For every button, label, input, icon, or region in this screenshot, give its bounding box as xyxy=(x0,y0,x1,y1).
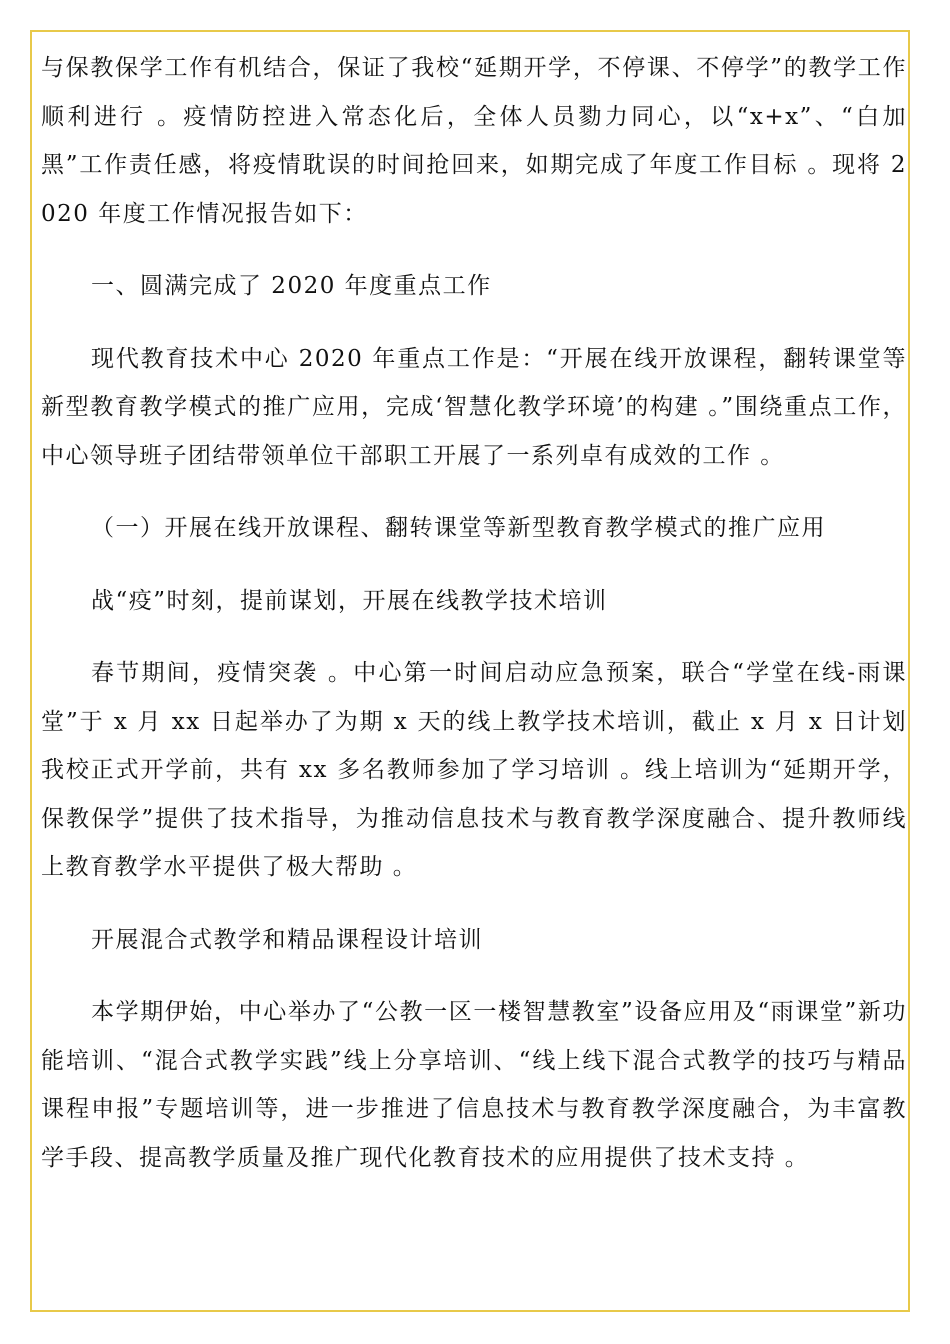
subsection-heading-3: 开展混合式教学和精品课程设计培训 xyxy=(91,926,483,953)
spring-festival-paragraph: 春节期间，疫情突袭 。中心第一时间启动应急预案，联合“学堂在线-雨课堂”于 x 月 xx 日起举办了为期 x 天的线上教学技术培训，截止 x 月 x 日计划我校正式开学前，共有 xx 多名教师参加了学习培训 。线上培训为“延期开学，保教保学”提供了技术指导，为推动信息技术与教育教学深度融合、提升教师线上教育教学水平提供了极大帮助 。 xyxy=(41,660,907,880)
document-body xyxy=(41,44,907,1182)
intro-paragraph: 与保教保学工作有机结合，保证了我校“延期开学，不停课、不停学”的教学工作顺利进行 。疫情防控进入常态化后，全体人员勠力同心，以“x+x”、“白加黑”工作责任感，将疫情耽误的时间抢回来，如期完成了年度工作目标 。现将 2020 年度工作情况报告如下： xyxy=(41,55,907,227)
subsection-heading-2: 战“疫”时刻，提前谋划，开展在线教学技术培训 xyxy=(91,587,608,614)
semester-paragraph: 本学期伊始，中心举办了“公教一区一楼智慧教室”设备应用及“雨课堂”新功能培训、“混合式教学实践”线上分享培训、“线上线下混合式教学的技巧与精品课程申报”专题培训等，进一步推进了信息技术与教育教学深度融合，为丰富教学手段、提高教学质量及推广现代化教育技术的应用提供了技术支持 。 xyxy=(41,999,907,1171)
subsection-heading-1: （一）开展在线开放课程、翻转课堂等新型教育教学模式的推广应用 xyxy=(91,515,826,541)
section-heading-1: 一、圆满完成了 2020 年度重点工作 xyxy=(91,273,492,299)
key-work-paragraph: 现代教育技术中心 2020 年重点工作是：“开展在线开放课程，翻转课堂等新型教育教学模式的推广应用，完成‘智慧化教学环境’的构建 。”围绕重点工作，中心领导班子团结带领单位干部职工开展了一系列卓有成效的工作 。 xyxy=(41,345,907,469)
